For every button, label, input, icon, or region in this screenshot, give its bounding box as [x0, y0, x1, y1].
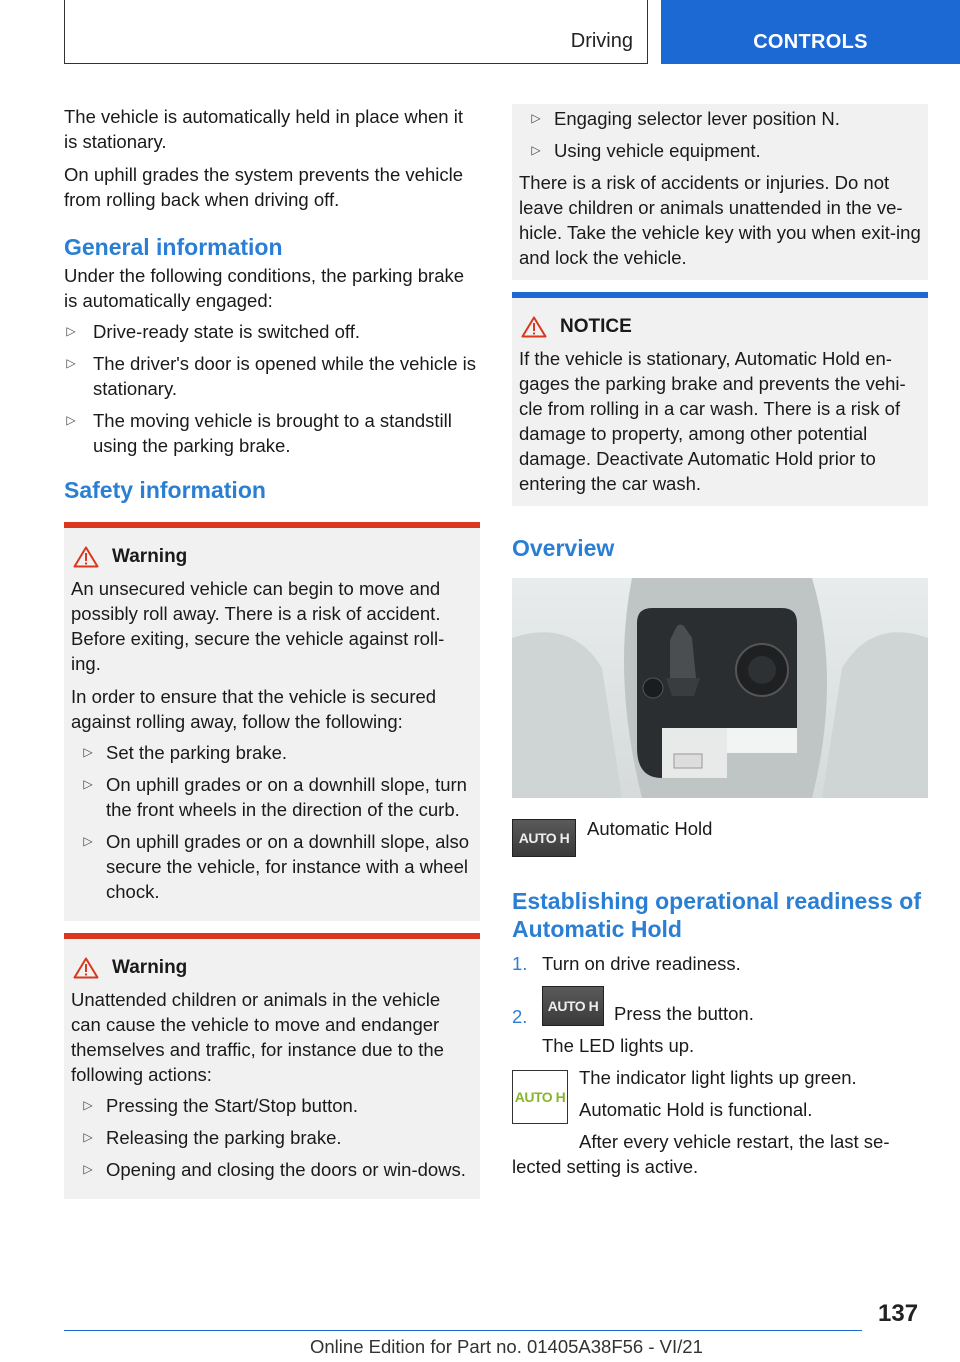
warning-triangle-icon	[73, 546, 99, 568]
step-item: 2. AUTO H Press the button.	[512, 986, 928, 1026]
list-item: ▷ Drive-ready state is switched off.	[64, 319, 480, 344]
triangle-right-icon: ▷	[83, 834, 93, 848]
warning-title: Warning	[71, 955, 473, 981]
triangle-right-icon: ▷	[66, 413, 76, 427]
general-information-text: Under the following conditions, the parking brake is automatically engaged:	[64, 265, 465, 311]
list-item: ▷ On uphill grades or on a downhill slope, turn the front wheels in the direction of the curb.	[71, 772, 473, 822]
notice-title: NOTICE	[519, 314, 921, 340]
indicator-block	[512, 1065, 928, 1179]
warning-title: Warning	[71, 544, 473, 570]
intro-paragraph-2: On uphill grades the system prevents the vehicle from rolling back when driving off.	[64, 164, 463, 210]
auto-h-button-icon: AUTO H	[512, 819, 576, 857]
warning-triangle-icon	[73, 957, 99, 979]
list-item: ▷ Using vehicle equipment.	[519, 138, 921, 163]
list-item: ▷ Set the parking brake.	[71, 740, 473, 765]
warning-box-2	[64, 933, 480, 1199]
warning-2-text-1: Unattended children or animals in the vehicle can cause the vehicle to move and endanger themselves and traffic, for instance due to the following actions:	[71, 989, 444, 1085]
warning-2-text-2: There is a risk of accidents or injuries. Do not leave children or animals unattended in the ve-hicle. Take the vehicle key with you when exit-ing and lock the vehicle.	[519, 172, 921, 268]
list-item: ▷ Engaging selector lever position N.	[519, 106, 921, 131]
footer-divider	[64, 1330, 862, 1331]
indicator-text-1: The indicator light lights up green.	[579, 1067, 857, 1088]
triangle-right-icon: ▷	[531, 143, 541, 157]
step-number: 2.	[512, 1006, 528, 1027]
warning-triangle-icon	[521, 316, 547, 338]
led-text: The LED lights up.	[542, 1035, 695, 1056]
button-caption: Automatic Hold	[587, 818, 713, 839]
header-section	[64, 0, 648, 64]
triangle-right-icon: ▷	[83, 1130, 93, 1144]
triangle-right-icon: ▷	[531, 111, 541, 125]
button-caption-row	[512, 819, 928, 857]
establishing-heading: Establishing operational readiness of Automatic Hold	[512, 888, 921, 942]
auto-h-indicator-icon: AUTO H	[512, 1070, 568, 1124]
triangle-right-icon: ▷	[83, 745, 93, 759]
steps-list	[512, 951, 928, 1026]
triangle-right-icon: ▷	[83, 777, 93, 791]
warning-1-text-1: An unsecured vehicle can begin to move and possibly roll away. There is a risk of accident. Before exiting, secure the vehicle against roll-ing.	[71, 578, 445, 674]
center-console-illustration	[512, 578, 928, 798]
left-column	[64, 104, 480, 1199]
general-information-list	[64, 319, 480, 458]
general-information-heading: General information	[64, 234, 283, 260]
overview-heading: Overview	[512, 535, 615, 561]
warning-box-1	[64, 522, 480, 921]
notice-text: If the vehicle is stationary, Automatic Hold en-gages the parking brake and prevents the vehi-cle from rolling in a car wash. There is a risk of damage to property, among other potential damage. Deactivate Automatic Hold prior to entering the car wash.	[519, 348, 906, 494]
triangle-right-icon: ▷	[83, 1098, 93, 1112]
list-item: ▷ On uphill grades or on a downhill slope, also secure the vehicle, for instance with a wheel chock.	[71, 829, 473, 904]
page-number: 137	[878, 1300, 919, 1327]
list-item: ▷ Pressing the Start/Stop button.	[71, 1093, 473, 1118]
list-item: ▷ The driver's door is opened while the vehicle is stationary.	[64, 351, 480, 401]
notice-box	[512, 292, 928, 506]
safety-information-heading: Safety information	[64, 477, 266, 503]
header-section-label: Driving	[570, 30, 633, 52]
step-item: 1. Turn on drive readiness.	[512, 953, 741, 974]
intro-paragraph-1: The vehicle is automatically held in place when it is stationary.	[64, 106, 463, 152]
warning-2-list	[71, 1093, 473, 1182]
footer-edition: Online Edition for Part no. 01405A38F56 - VI/21	[310, 1336, 703, 1357]
warning-1-list	[71, 740, 473, 904]
triangle-right-icon: ▷	[83, 1162, 93, 1176]
list-item: ▷ Opening and closing the doors or win-dows.	[71, 1157, 473, 1182]
warning-2-list-continued	[519, 106, 921, 163]
indicator-text-3: After every vehicle restart, the last se-lected setting is active.	[512, 1131, 890, 1177]
list-item: ▷ Releasing the parking brake.	[71, 1125, 473, 1150]
header-chapter	[661, 0, 960, 64]
right-column	[512, 104, 928, 1179]
header-chapter-label: CONTROLS	[753, 31, 868, 53]
step-number: 1.	[512, 953, 528, 974]
warning-1-text-2: In order to ensure that the vehicle is secured against rolling away, follow the following:	[71, 686, 437, 732]
indicator-text-2: Automatic Hold is functional.	[579, 1099, 813, 1120]
triangle-right-icon: ▷	[66, 356, 76, 370]
list-item: ▷ The moving vehicle is brought to a standstill using the parking brake.	[64, 408, 480, 458]
triangle-right-icon: ▷	[66, 324, 76, 338]
auto-h-button-icon: AUTO H	[542, 986, 604, 1026]
warning-box-2-continued	[512, 104, 928, 280]
